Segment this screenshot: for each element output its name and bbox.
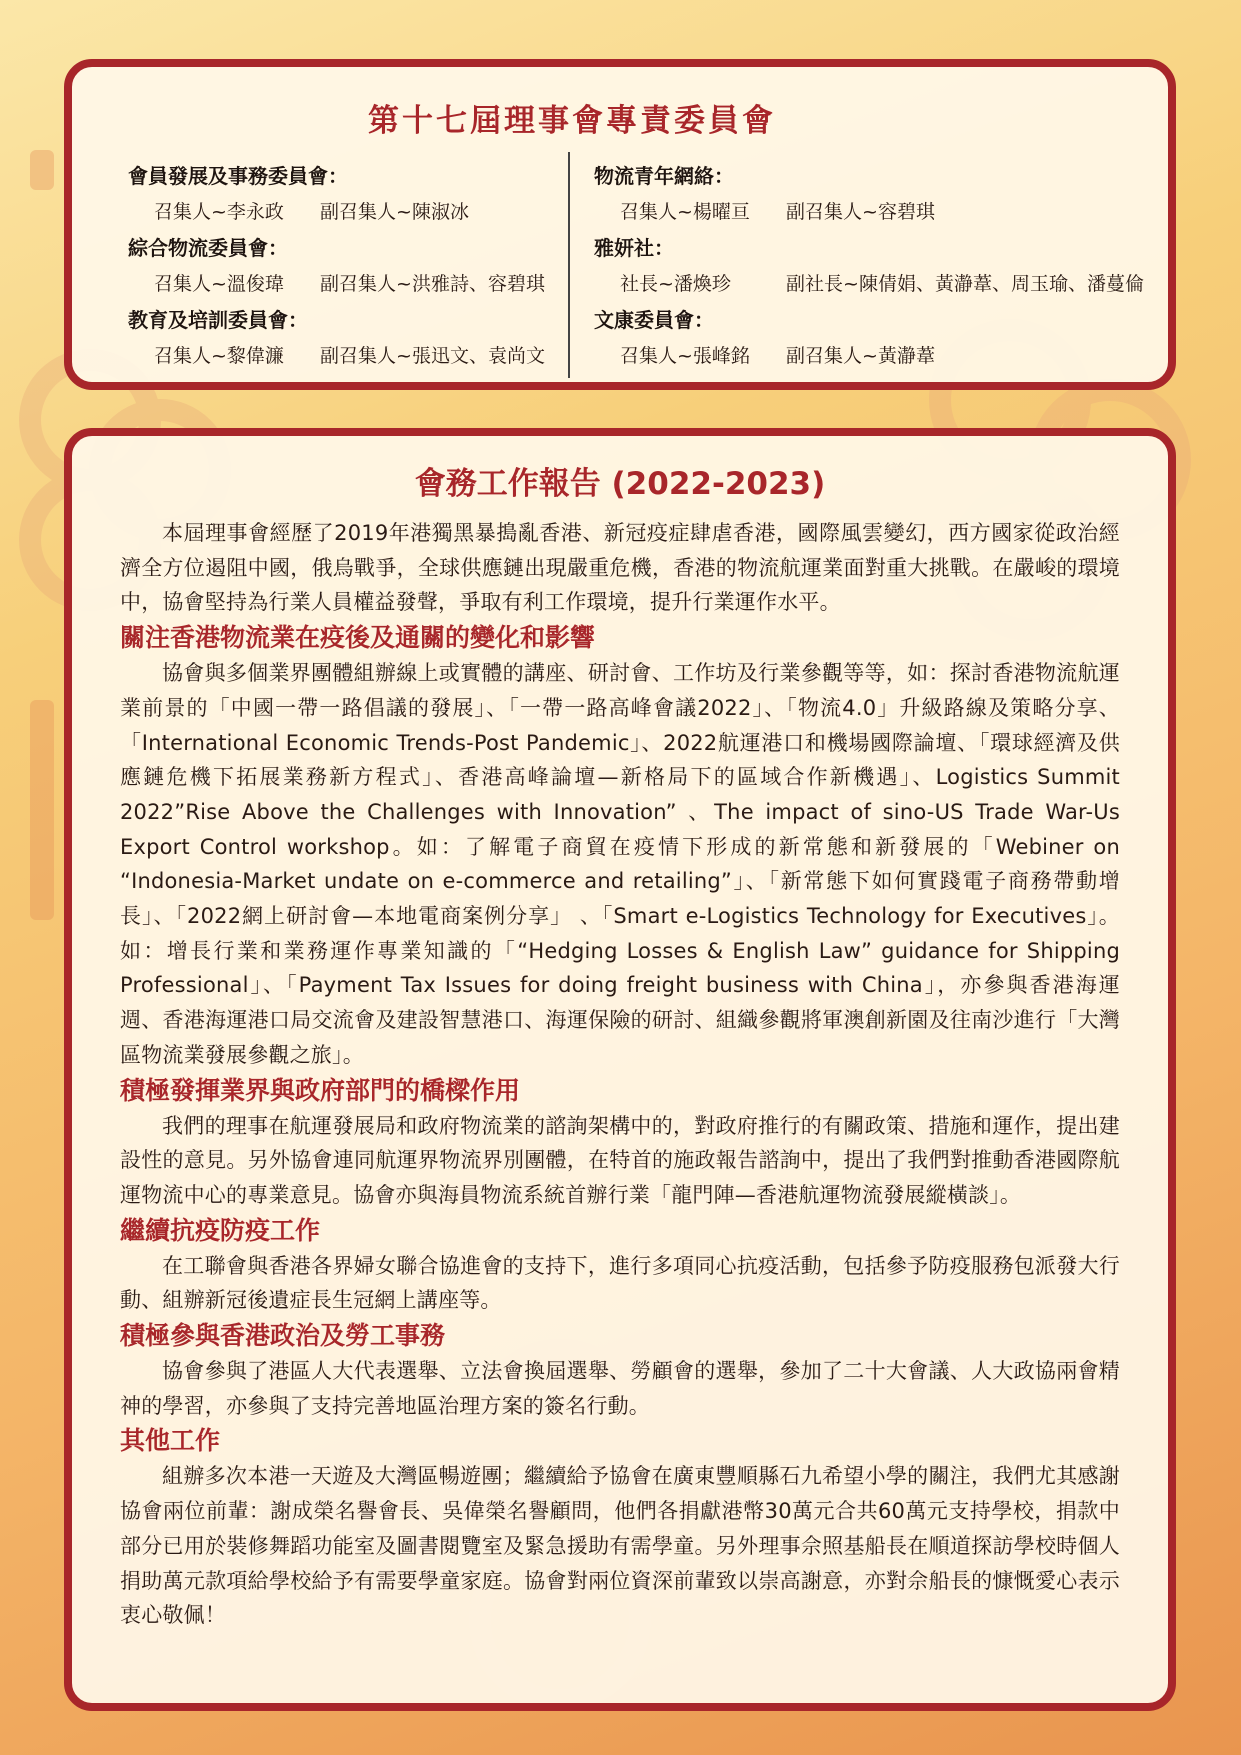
section-heading: 其他工作 (120, 1426, 221, 1456)
section-heading: 積極發揮業界與政府部門的橋樑作用 (120, 1075, 521, 1105)
report-title: 會務工作報告 (2022-2023) (414, 466, 826, 502)
committee-members (594, 265, 1144, 303)
committee-deputy: 副召集人~張迅文、袁尚文 (320, 345, 545, 367)
committee-name: 雅妍社： (594, 236, 674, 260)
committee-item (128, 303, 598, 375)
committee-members (128, 337, 598, 375)
committees-panel (64, 59, 1176, 390)
committee-members (594, 337, 1064, 375)
committees-left-column (128, 159, 598, 375)
committees-right-column (594, 159, 1144, 375)
committee-convener: 社長~潘煥珍 (620, 273, 731, 295)
committee-name: 綜合物流委員會： (128, 236, 288, 260)
committee-deputy: 副社長~陳倩娟、黃瀞葦、周玉瑜、潘蔓倫 (786, 273, 1144, 295)
section-text: 組辦多次本港一天遊及大灣區暢遊團；繼續給予協會在廣東豐順縣石九希望小學的關注，我們尤其感謝協會兩位前輩：謝成榮名譽會長、吳偉榮名譽顧問，他們各捐獻港幣30萬元合共60萬元支持學校，捐款中部分已用於裝修舞蹈功能室及圖書閱覽室及緊急援助有需學童。另外理事佘照基船長在順道探訪學校時個人捐助萬元款項給學校給予有需要學童家庭。協會對兩位資深前輩致以崇高謝意，亦對佘船長的慷慨愛心表示衷心敬佩！ (120, 1464, 1120, 1628)
section-text: 在工聯會與香港各界婦女聯合協進會的支持下，進行多項同心抗疫活動，包括參予防疫服務包派發大行動、組辦新冠後遺症長生冠網上講座等。 (120, 1253, 1120, 1313)
committee-item (594, 303, 1064, 375)
committee-members (128, 193, 598, 231)
report-body (120, 516, 1120, 1633)
section-heading: 積極參與香港政治及勞工事務 (120, 1321, 446, 1351)
committee-name: 會員發展及事務委員會： (128, 164, 348, 188)
committee-convener: 召集人~楊曜亘 (620, 201, 750, 223)
committee-members (594, 193, 1064, 231)
section-heading: 關注香港物流業在疫後及通關的變化和影響 (120, 623, 596, 653)
committee-deputy: 副召集人~黃瀞葦 (786, 345, 935, 367)
committee-members (128, 265, 598, 303)
committee-deputy: 副召集人~洪雅詩、容碧琪 (320, 273, 545, 295)
committee-name: 文康委員會： (594, 308, 714, 332)
committee-deputy: 副召集人~陳淑冰 (320, 201, 469, 223)
committee-item (594, 159, 1064, 231)
section-text: 協會與多個業界團體組辦線上或實體的講座、研討會、工作坊及行業參觀等等，如：探討香港物流航運業前景的「中國一帶一路倡議的發展」、「一帶一路高峰會議2022」、「物流4.0」升級路線及策略分享、「International Economic Trends-Post Pandemic」、2022航運港口和機場國際論壇、「環球經濟及供應鏈危機下拓展業務新方程式」、香港高峰論壇—新格局下的區域合作新機遇」、Logistics Summit 2022”Rise Above the Challenges with Innovation” 、The impact of sino-US Trade War-Us Export Control workshop。如：了解電子商貿在疫情下形成的新常態和新發展的「Webiner on “Indonesia-Market undate on e-commerce and retailing”」、「新常態下如何實踐電子商務帶動增長」、「2022網上研討會—本地電商案例分享」 、「Smart e-Logistics Technology for Executives」。如：增長行業和業務運作專業知識的「“Hedging Losses & English Law” guidance for Shipping Professional」、「Payment Tax Issues for doing freight business with China」，亦參與香港海運週、香港海運港口局交流會及建設智慧港口、海運保險的研討、組織參觀將軍澳創新園及往南沙進行「大灣區物流業發展參觀之旅」。 (120, 661, 1120, 1067)
report-panel (64, 428, 1176, 1711)
committees-title: 第十七屆理事會專責委員會 (368, 103, 776, 139)
committee-deputy: 副召集人~容碧琪 (786, 201, 935, 223)
committee-convener: 召集人~張峰銘 (620, 345, 750, 367)
committee-item (128, 231, 598, 303)
committee-convener: 召集人~黎偉濂 (154, 345, 284, 367)
report-intro: 本屆理事會經歷了2019年港獨黑暴搗亂香港、新冠疫症肆虐香港，國際風雲變幻，西方國家從政治經濟全方位遏阻中國，俄烏戰爭，全球供應鏈出現嚴重危機，香港的物流航運業面對重大挑戰。在嚴峻的環境中，協會堅持為行業人員權益發聲，爭取有利工作環境，提升行業運作水平。 (120, 521, 1120, 615)
committee-convener: 召集人~溫俊瑋 (154, 273, 284, 295)
committee-item (128, 159, 598, 231)
committee-name: 物流青年網絡： (594, 164, 734, 188)
committee-name: 教育及培訓委員會： (128, 308, 308, 332)
section-text: 協會參與了港區人大代表選舉、立法會換屆選舉、勞顧會的選舉，參加了二十大會議、人大政協兩會精神的學習，亦參與了支持完善地區治理方案的簽名行動。 (120, 1359, 1120, 1418)
section-text: 我們的理事在航運發展局和政府物流業的諮詢架構中的，對政府推行的有關政策、措施和運作，提出建設性的意見。另外協會連同航運界物流界別團體，在特首的施政報告諮詢中，提出了我們對推動香港國際航運物流中心的專業意見。協會亦與海員物流系統首辦行業「龍門陣—香港航運物流發展縱橫談」。 (120, 1113, 1120, 1207)
committee-convener: 召集人~李永政 (154, 201, 284, 223)
section-heading: 繼續抗疫防疫工作 (120, 1215, 321, 1245)
committee-item (594, 231, 1144, 303)
